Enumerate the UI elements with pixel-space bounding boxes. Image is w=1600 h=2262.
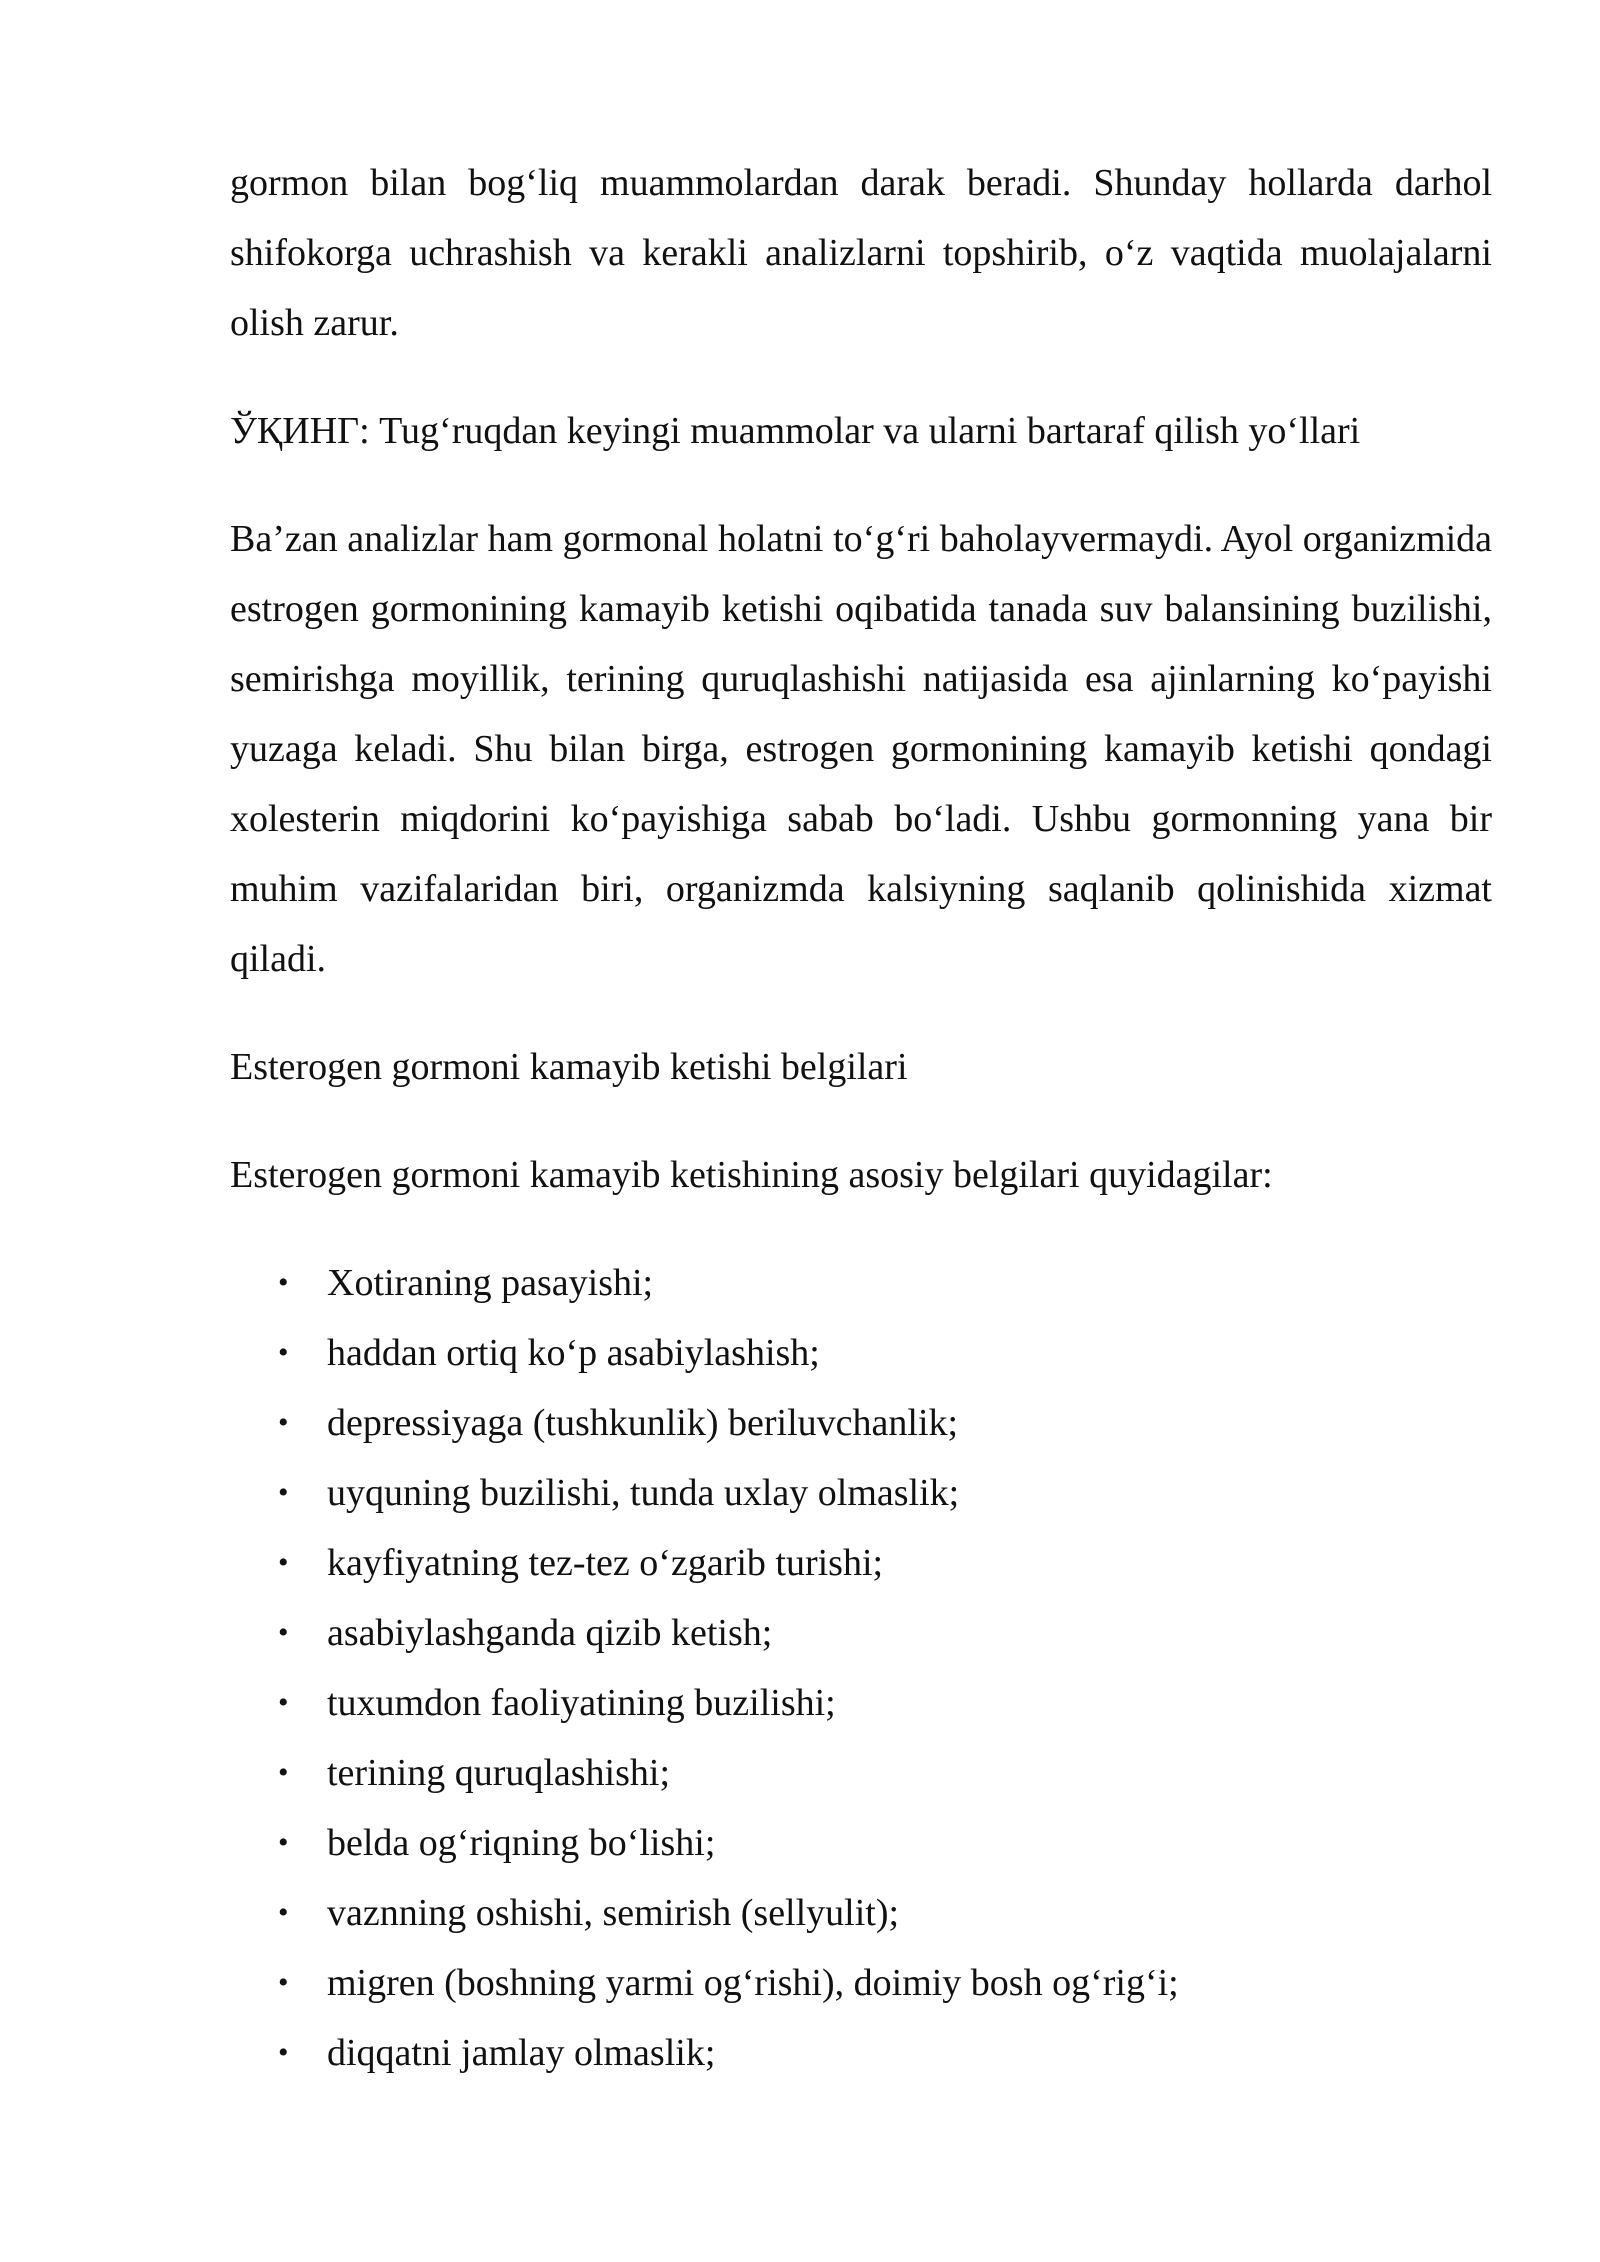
list-item-text: tuxumdon faoliyatining buzilishi; — [327, 1682, 836, 1724]
list-item — [230, 1668, 1492, 1738]
bullet-icon: • — [278, 1826, 289, 1859]
section-heading: Esterogen gormoni kamayib ketishi belgilari — [230, 1046, 908, 1088]
list-item-text: uyquning buzilishi, tunda uxlay olmaslik; — [327, 1472, 960, 1514]
list-item — [230, 1878, 1492, 1948]
list-item-text: depressiyaga (tushkunlik) beriluvchanlik; — [327, 1402, 959, 1444]
list-item-text: Xotiraning pasayishi; — [327, 1262, 654, 1304]
list-item-text: diqqatni jamlay olmaslik; — [327, 2032, 716, 2074]
bullet-icon: • — [278, 1406, 289, 1439]
bullet-icon: • — [278, 1616, 289, 1649]
symptoms-list — [230, 1248, 1492, 2088]
page-content — [230, 148, 1492, 2088]
list-item — [230, 1458, 1492, 1528]
list-item-text: kayfiyatning tez-tez o‘zgarib turishi; — [327, 1542, 884, 1584]
bullet-icon: • — [278, 1756, 289, 1789]
list-item-text: asabiylashganda qizib ketish; — [327, 1612, 773, 1654]
list-item — [230, 1248, 1492, 1318]
bullet-icon: • — [278, 1896, 289, 1929]
list-item-text: belda og‘riqning bo‘lishi; — [327, 1822, 716, 1864]
paragraph-hormone-problems: gormon bilan bog‘liq muammolardan darak beradi. Shunday hollarda darhol shifokorga uchrashish va kerakli analizlarni topshirib, o‘z vaqtida muolajalarni olish zarur. — [230, 162, 1492, 344]
bullet-icon: • — [278, 1686, 289, 1719]
list-item-text: haddan ortiq ko‘p asabiylashish; — [327, 1332, 820, 1374]
bullet-icon: • — [278, 2036, 289, 2069]
paragraph-estrogen-effects: Ba’zan analizlar ham gormonal holatni to‘g‘ri baholayvermaydi. Ayol organizmida estrogen gormonining kamayib ketishi oqibatida tanada suv balansining buzilishi, semirishga moyillik, terining quruqlashishi natijasida esa ajinlarning ko‘payishi yuzaga keladi. Shu bilan birga, estrogen gormonining kamayib ketishi qondagi xolesterin miqdorini ko‘payishiga sabab bo‘ladi. Ushbu gormonning yana bir muhim vazifalaridan biri, organizmda kalsiyning saqlanib qolinishida xizmat qiladi. — [230, 518, 1492, 980]
list-item — [230, 1318, 1492, 1388]
list-item — [230, 1388, 1492, 1458]
list-item — [230, 1738, 1492, 1808]
bullet-icon: • — [278, 1266, 289, 1299]
list-item — [230, 1808, 1492, 1878]
list-item — [230, 1598, 1492, 1668]
bullet-icon: • — [278, 1546, 289, 1579]
read-also-link[interactable]: ЎҚИНГ: Tug‘ruqdan keyingi muammolar va ularni bartaraf qilish yo‘llari — [230, 410, 1361, 452]
list-item-text: vaznning oshishi, semirish (sellyulit); — [327, 1892, 900, 1934]
list-item-text: migren (boshning yarmi og‘rishi), doimiy bosh og‘rig‘i; — [327, 1962, 1179, 2004]
list-item — [230, 1948, 1492, 2018]
list-item — [230, 2018, 1492, 2088]
list-item-text: terining quruqlashishi; — [327, 1752, 671, 1794]
bullet-icon: • — [278, 1336, 289, 1369]
bullet-icon: • — [278, 1966, 289, 1999]
list-item — [230, 1528, 1492, 1598]
bullet-icon: • — [278, 1476, 289, 1509]
list-intro: Esterogen gormoni kamayib ketishining asosiy belgilari quyidagilar: — [230, 1154, 1273, 1196]
